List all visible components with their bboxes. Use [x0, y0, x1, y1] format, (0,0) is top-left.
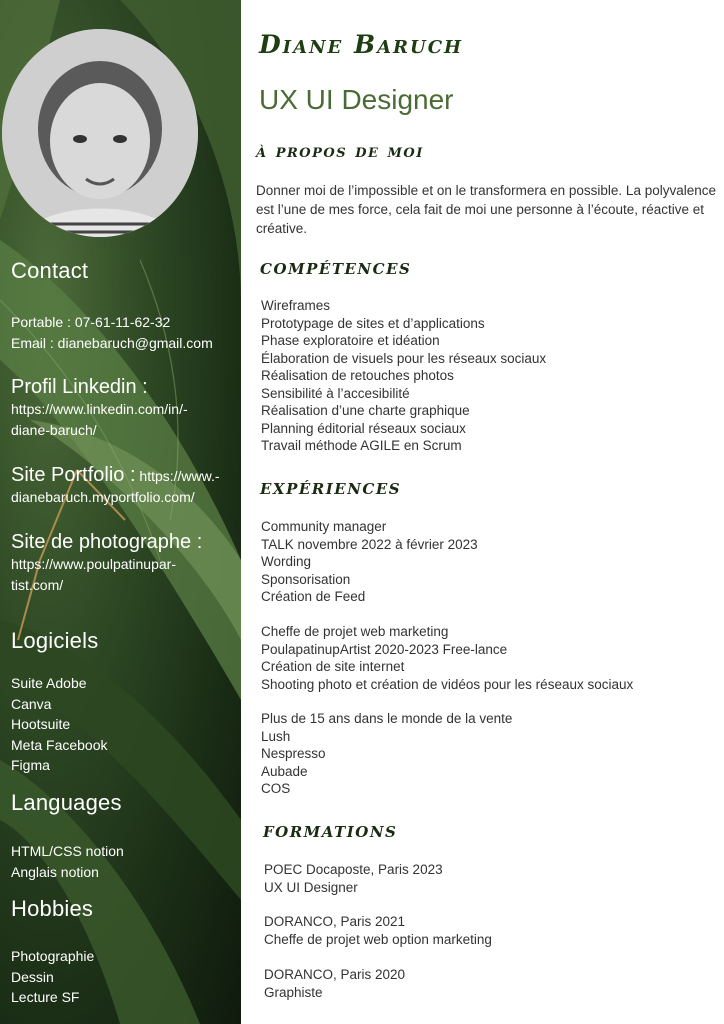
experience-line: Nespresso — [261, 746, 326, 761]
profile-photo — [2, 29, 198, 237]
experience-line: TALK novembre 2022 à février 2023 — [261, 536, 478, 552]
experience-line: Wording — [261, 554, 312, 569]
hobby-item: Photographie — [11, 948, 95, 964]
portrait-illustration — [2, 29, 198, 237]
hobbies-list — [11, 946, 94, 1008]
skill-item: Élaboration de visuels pour les réseaux sociaux — [261, 350, 547, 366]
hobby-item: Lecture SF — [11, 989, 80, 1005]
experience-line: Plus de 15 ans dans le monde de la vente — [261, 711, 513, 726]
photographer-url-line2[interactable]: tist.com/ — [11, 576, 64, 593]
education-line: DORANCO, Paris 2021 — [264, 914, 406, 929]
skill-item: Travail méthode AGILE en Scrum — [261, 438, 462, 453]
education-line: Cheffe de projet web option marketing — [264, 931, 492, 947]
experience-line: Création de site internet — [261, 659, 405, 674]
experience-line: Sponsorisation — [261, 571, 351, 587]
person-name: Diane Baruch — [259, 30, 464, 59]
experience-line: Shooting photo et création de vidéos pour les réseaux sociaux — [261, 676, 634, 692]
experience-group-3 — [261, 710, 512, 798]
skills-title: compétences — [260, 254, 412, 279]
portfolio-line — [11, 463, 220, 487]
education-title: formations — [263, 817, 398, 842]
skill-item: Prototypage de sites et d’applications — [261, 315, 485, 331]
experience-group-1 — [261, 518, 478, 606]
skill-item: Planning éditorial réseaux sociaux — [261, 420, 466, 436]
experience-line: Community manager — [261, 519, 387, 534]
software-item: Suite Adobe — [11, 675, 87, 691]
portfolio-label: Site Portfolio : — [11, 464, 136, 486]
languages-list — [11, 841, 124, 882]
experience-line: Cheffe de projet web marketing — [261, 624, 449, 639]
phone-text: Portable : 07-61-11-62-32 — [11, 314, 171, 330]
software-item: Canva — [11, 695, 52, 712]
education-group-1 — [264, 861, 443, 896]
education-group-3 — [264, 966, 405, 1001]
contact-section — [11, 258, 88, 284]
skill-item: Réalisation de retouches photos — [261, 368, 454, 383]
about-text: Donner moi de l’impossible et on le transformera en possible. La polyvalence est l’une de mes force, cela fait de moi une personne à l’écoute, réactive et créative. — [256, 183, 716, 236]
portfolio-url-line2[interactable]: dianebaruch.myportfolio.com/ — [11, 489, 195, 505]
education-line: DORANCO, Paris 2020 — [264, 967, 406, 982]
languages-section — [11, 790, 122, 816]
software-item: Figma — [11, 757, 50, 773]
education-group-2 — [264, 913, 492, 948]
linkedin-url-line2[interactable]: diane-baruch/ — [11, 421, 97, 438]
software-item: Meta Facebook — [11, 736, 108, 753]
job-title: UX UI Designer — [259, 84, 454, 115]
software-title: Logiciels — [11, 628, 99, 653]
education-line: Graphiste — [264, 984, 323, 1000]
linkedin-block — [11, 375, 188, 440]
software-list — [11, 673, 108, 776]
linkedin-label: Profil Linkedin : — [11, 376, 148, 398]
experience-line: Lush — [261, 728, 291, 744]
software-item: Hootsuite — [11, 716, 71, 732]
about-title: à propos de moi — [256, 140, 424, 162]
skill-item: Phase exploratoire et idéation — [261, 333, 440, 348]
software-section — [11, 628, 98, 654]
hobbies-title: Hobbies — [11, 896, 94, 921]
contact-title: Contact — [11, 258, 89, 283]
experience-line: Création de Feed — [261, 589, 366, 604]
portfolio-block — [11, 463, 220, 508]
experience-line: Aubade — [261, 763, 308, 779]
language-item: HTML/CSS notion — [11, 843, 124, 859]
portfolio-url-line1[interactable]: https://www.- — [139, 468, 220, 484]
linkedin-url-line1[interactable]: https://www.linkedin.com/in/- — [11, 401, 188, 417]
photographer-block — [11, 530, 202, 595]
photographer-url-line1[interactable]: https://www.poulpatinupar- — [11, 556, 176, 572]
email-text[interactable]: Email : dianebaruch@gmail.com — [11, 334, 213, 351]
skills-list — [261, 297, 546, 455]
languages-title: Languages — [11, 790, 122, 815]
contact-details — [11, 312, 213, 353]
experience-group-2 — [261, 623, 633, 693]
experiences-title: expériences — [260, 474, 402, 499]
main-content — [241, 0, 724, 1024]
sidebar — [0, 0, 241, 1024]
education-line: POEC Docaposte, Paris 2023 — [264, 862, 443, 877]
hobby-item: Dessin — [11, 968, 54, 985]
experience-line: PoulapatinupArtist 2020-2023 Free-lance — [261, 641, 508, 657]
experience-line: COS — [261, 781, 291, 796]
photographer-label: Site de photographe : — [11, 531, 203, 553]
skill-item: Sensibilité à l’accesibilité — [261, 385, 410, 401]
hobbies-section — [11, 896, 93, 922]
education-line: UX UI Designer — [264, 879, 358, 895]
language-item: Anglais notion — [11, 863, 99, 880]
skill-item: Réalisation d’une charte graphique — [261, 403, 470, 418]
skill-item: Wireframes — [261, 298, 331, 313]
